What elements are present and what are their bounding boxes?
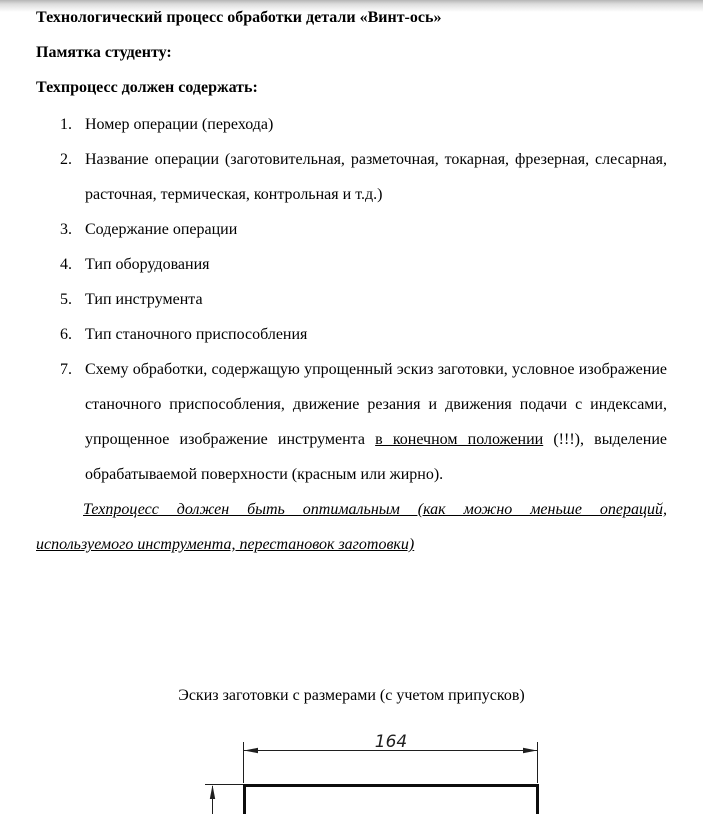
list-item-text: Номер операции (перехода) bbox=[85, 116, 274, 133]
list-item-4 bbox=[36, 247, 667, 282]
document-title: Технологический процесс обработки детали «Винт-ось» bbox=[36, 9, 442, 26]
dimension-value-label: 164 bbox=[374, 732, 408, 752]
requirements-list bbox=[36, 107, 667, 492]
list-item-2 bbox=[36, 142, 667, 212]
dimension-arrow-left bbox=[244, 748, 258, 753]
list-item-1 bbox=[36, 107, 667, 142]
workpiece-outline bbox=[245, 786, 538, 814]
list-item-7 bbox=[36, 352, 667, 492]
list-item-number: 1. bbox=[60, 116, 72, 133]
workpiece-sketch-drawing bbox=[0, 700, 703, 814]
list-item-number: 3. bbox=[60, 221, 72, 238]
item7-underlined-phrase: в конечном положении bbox=[375, 431, 544, 448]
optimality-note: Техпроцесс должен быть оптимальным (как можно меньше операций, используемого инструмента, перестановок заготовки) bbox=[36, 501, 667, 553]
item7-text-start: Схему обработки, содержащую упрощенный эскиз заготовки, условное изображение станочного приспособления, движение резания и движения подачи с индексами, упрощенное изображение инструмента bbox=[85, 361, 667, 448]
list-item-text: Тип станочного приспособления bbox=[85, 326, 308, 343]
list-item-text: Тип инструмента bbox=[85, 291, 203, 308]
list-item-text: Название операции (заготовительная, разметочная, токарная, фрезерная, слесарная, расточная, термическая, контрольная и т.д.) bbox=[85, 151, 667, 203]
list-item-text: Тип оборудования bbox=[85, 256, 210, 273]
list-item-number: 2. bbox=[60, 151, 72, 168]
list-item-number: 5. bbox=[60, 291, 72, 308]
list-item-5 bbox=[36, 282, 667, 317]
list-item-text: Содержание операции bbox=[85, 221, 238, 238]
sketch-caption: Эскиз заготовки с размерами (с учетом припусков) bbox=[178, 687, 525, 704]
list-item-number: 4. bbox=[60, 256, 72, 273]
memo-heading: Памятка студенту: bbox=[36, 44, 172, 61]
list-heading: Техпроцесс должен содержать: bbox=[36, 79, 258, 96]
dimension-arrow-right bbox=[523, 748, 537, 753]
list-item-6 bbox=[36, 317, 667, 352]
vertical-dimension-arrow-up bbox=[210, 785, 215, 799]
item7-text-end: (!!!), выделение обрабатываемой поверхности (красным или жирно). bbox=[85, 431, 667, 483]
list-item-number: 6. bbox=[60, 326, 72, 343]
list-item-3 bbox=[36, 212, 667, 247]
list-item-text bbox=[85, 361, 667, 483]
list-item-number: 7. bbox=[60, 361, 72, 378]
